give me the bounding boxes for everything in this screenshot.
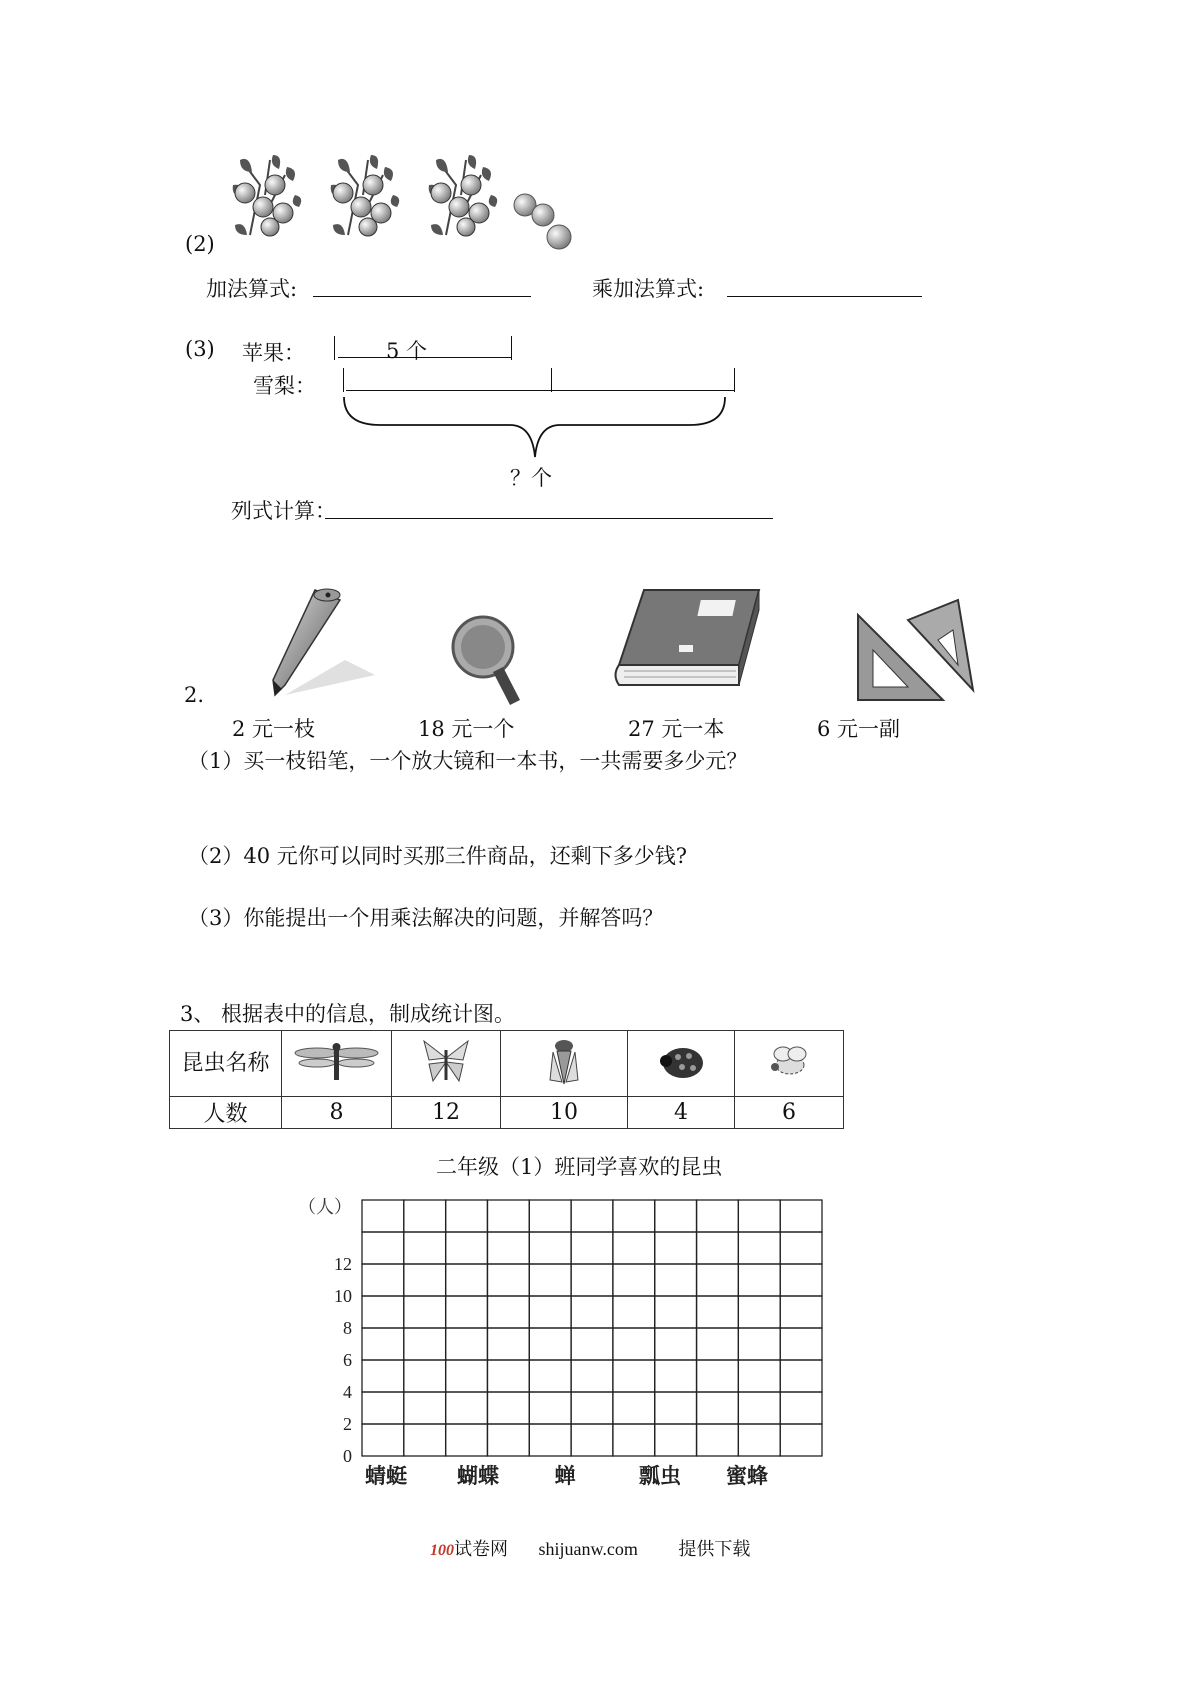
q3-title: 3、 根据表中的信息，制成统计图。 [180,1002,516,1026]
x-category-label: 蜻蜓 [365,1464,407,1488]
chart-grid-cell[interactable] [780,1424,822,1456]
chart-grid-cell[interactable] [697,1392,739,1424]
chart-grid-cell[interactable] [529,1296,571,1328]
triangle-rulers-icon [853,595,978,705]
pear-label: 雪梨： [253,374,316,398]
fruit-branches-image [225,155,585,255]
chart-grid-cell[interactable] [613,1200,655,1232]
y-tick-label: 12 [334,1254,352,1274]
q2-question-1: （1）买一枝铅笔，一个放大镜和一本书，一共需要多少元？ [188,749,748,773]
total-brace [340,395,740,465]
chart-grid-cell[interactable] [529,1328,571,1360]
chart-grid-cell[interactable] [780,1264,822,1296]
chart-grid-cell[interactable] [362,1392,404,1424]
chart-grid-cell[interactable] [404,1360,446,1392]
pencil-price: 2 元一枝 [232,717,316,741]
q2-question-2: （2）40 元你可以同时买那三件商品，还剩下多少钱? [188,844,688,868]
addition-formula-label: 加法算式: [206,277,298,301]
chart-grid-cell[interactable] [404,1392,446,1424]
count-cicada: 10 [501,1097,628,1129]
chart-grid-cell[interactable] [738,1200,780,1232]
chart-grid-cell[interactable] [613,1264,655,1296]
chart-grid-cell[interactable] [697,1360,739,1392]
butterfly-icon [421,1038,471,1084]
chart-grid-cell[interactable] [446,1232,488,1264]
chart-grid-cell[interactable] [780,1392,822,1424]
chart-grid-cell[interactable] [529,1264,571,1296]
chart-grid-cell[interactable] [697,1424,739,1456]
chart-grid-cell[interactable] [655,1296,697,1328]
chart-grid-cell[interactable] [404,1232,446,1264]
chart-grid-cell[interactable] [655,1200,697,1232]
chart-grid-cell[interactable] [697,1264,739,1296]
chart-grid-cell[interactable] [780,1328,822,1360]
ladybug-cell [628,1031,735,1097]
chart-grid-cell[interactable] [446,1200,488,1232]
chart-grid-cell[interactable] [487,1360,529,1392]
multiply-add-formula-answer-line[interactable] [727,296,922,297]
x-category-label: 蜜蜂 [726,1464,768,1488]
chart-grid-cell[interactable] [655,1392,697,1424]
count-ladybug: 4 [628,1097,735,1129]
bee-cell [735,1031,844,1097]
chart-grid-cell[interactable] [697,1296,739,1328]
chart-grid-cell[interactable] [487,1424,529,1456]
chart-grid-cell[interactable] [529,1232,571,1264]
book-icon [614,585,764,700]
chart-grid-cell[interactable] [613,1360,655,1392]
chart-grid-cell[interactable] [697,1328,739,1360]
footer-site-cn: 试卷网 [454,1539,508,1559]
y-tick-label: 2 [343,1414,352,1434]
ruler-price: 6 元一副 [817,717,901,741]
chart-grid-cell[interactable] [697,1232,739,1264]
chart-grid-cell[interactable] [362,1360,404,1392]
chart-grid-cell[interactable] [780,1360,822,1392]
chart-grid-cell[interactable] [571,1232,613,1264]
chart-grid-cell[interactable] [738,1424,780,1456]
book-price: 27 元一本 [628,717,725,741]
insect-name-header: 昆虫名称 [170,1031,282,1097]
x-category-label: 蝴蝶 [457,1464,499,1488]
chart-grid-cell[interactable] [780,1296,822,1328]
y-tick-label: 10 [334,1286,352,1306]
pear-segment [346,390,734,391]
addition-formula-answer-line[interactable] [313,296,531,297]
y-tick-label: 4 [343,1382,352,1402]
chart-grid-cell[interactable] [487,1328,529,1360]
chart-grid-cell[interactable] [738,1296,780,1328]
footer-url[interactable]: shijuanw.com [538,1539,638,1559]
dragonfly-cell [282,1031,392,1097]
apple-value: 5 个 [386,339,428,363]
count-dragonfly: 8 [282,1097,392,1129]
footer-note: 提供下载 [678,1539,751,1559]
chart-grid-cell[interactable] [613,1232,655,1264]
chart-grid-cell[interactable] [571,1328,613,1360]
chart-grid-cell[interactable] [362,1200,404,1232]
chart-grid-cell[interactable] [404,1264,446,1296]
chart-grid-cell[interactable] [571,1296,613,1328]
count-butterfly: 12 [392,1097,501,1129]
chart-grid-cell[interactable] [487,1232,529,1264]
blank-bar-chart[interactable] [298,1195,830,1488]
chart-grid-cell[interactable] [697,1200,739,1232]
chart-grid-cell[interactable] [362,1264,404,1296]
chart-grid-cell[interactable] [571,1392,613,1424]
total-question: ？个 [510,466,552,490]
chart-grid-cell[interactable] [487,1392,529,1424]
chart-grid-cell[interactable] [655,1264,697,1296]
chart-grid-cell[interactable] [362,1328,404,1360]
bee-icon [767,1043,812,1079]
chart-grid-cell[interactable] [529,1200,571,1232]
chart-grid[interactable] [362,1200,822,1456]
chart-grid-cell[interactable] [487,1200,529,1232]
chart-grid-cell[interactable] [571,1200,613,1232]
chart-grid-cell[interactable] [487,1264,529,1296]
y-tick-label: 8 [343,1318,352,1338]
chart-grid-cell[interactable] [780,1232,822,1264]
x-category-label: 蝉 [554,1464,576,1488]
chart-x-categories [365,1464,768,1488]
chart-grid-cell[interactable] [655,1328,697,1360]
cicada-icon [547,1036,581,1086]
chart-grid-cell[interactable] [529,1360,571,1392]
chart-grid-cell[interactable] [571,1424,613,1456]
chart-grid-cell[interactable] [655,1360,697,1392]
chart-y-ticks [334,1254,352,1466]
pear-segment-end [734,368,735,392]
x-category-label: 瓢虫 [639,1464,681,1488]
chart-grid-cell[interactable] [655,1232,697,1264]
q2-number: 2. [184,683,205,707]
chart-grid-cell[interactable] [738,1232,780,1264]
footer [430,1535,750,1561]
chart-grid-cell[interactable] [404,1328,446,1360]
count-bee: 6 [735,1097,844,1129]
chart-grid-cell[interactable] [738,1264,780,1296]
q1-part3-label: (3) [185,337,215,361]
butterfly-cell [392,1031,501,1097]
chart-grid-cell[interactable] [738,1392,780,1424]
chart-grid-cell[interactable] [780,1200,822,1232]
chart-y-axis-label: （人） [298,1197,352,1217]
chart-grid-cell[interactable] [738,1328,780,1360]
chart-grid-cell[interactable] [404,1424,446,1456]
footer-logo: 100 [430,1542,454,1559]
chart-grid-cell[interactable] [487,1296,529,1328]
calc-answer-line[interactable] [325,518,773,519]
chart-grid-cell[interactable] [529,1424,571,1456]
chart-grid-cell[interactable] [571,1360,613,1392]
chart-grid-cell[interactable] [613,1392,655,1424]
q1-part2-label: (2) [185,232,215,256]
y-tick-label: 6 [343,1350,352,1370]
count-header: 人数 [170,1097,282,1129]
insect-table [169,1030,844,1129]
apple-segment-end [511,336,512,360]
chart-grid-cell[interactable] [404,1200,446,1232]
apple-label: 苹果： [242,341,305,365]
chart-grid-cell[interactable] [446,1296,488,1328]
magnifier-price: 18 元一个 [418,717,515,741]
multiply-add-formula-label: 乘加法算式: [592,277,705,301]
chart-grid-cell[interactable] [529,1392,571,1424]
chart-grid-cell[interactable] [446,1392,488,1424]
chart-grid-cell[interactable] [446,1424,488,1456]
apple-segment-start [334,336,335,360]
cicada-cell [501,1031,628,1097]
magnifier-icon [448,612,528,707]
ladybug-icon [656,1041,706,1081]
pencil-icon [255,585,395,705]
pear-segment-mid [551,368,552,392]
pear-segment-start [343,368,344,392]
chart-grid-cell[interactable] [655,1424,697,1456]
chart-grid-cell[interactable] [404,1296,446,1328]
chart-grid-cell[interactable] [446,1360,488,1392]
dragonfly-icon [289,1041,384,1081]
q2-question-3: （3）你能提出一个用乘法解决的问题，并解答吗？ [188,906,664,930]
chart-grid-cell[interactable] [362,1296,404,1328]
chart-grid-cell[interactable] [738,1360,780,1392]
calc-label: 列式计算： [231,499,336,523]
chart-grid-cell[interactable] [362,1232,404,1264]
chart-grid-cell[interactable] [571,1264,613,1296]
chart-grid-cell[interactable] [446,1328,488,1360]
chart-grid-cell[interactable] [362,1424,404,1456]
chart-grid-cell[interactable] [613,1424,655,1456]
chart-grid-cell[interactable] [446,1264,488,1296]
chart-title: 二年级（1）班同学喜欢的昆虫 [436,1155,723,1179]
y-tick-label: 0 [343,1446,352,1466]
chart-grid-cell[interactable] [613,1328,655,1360]
chart-grid-cell[interactable] [613,1296,655,1328]
